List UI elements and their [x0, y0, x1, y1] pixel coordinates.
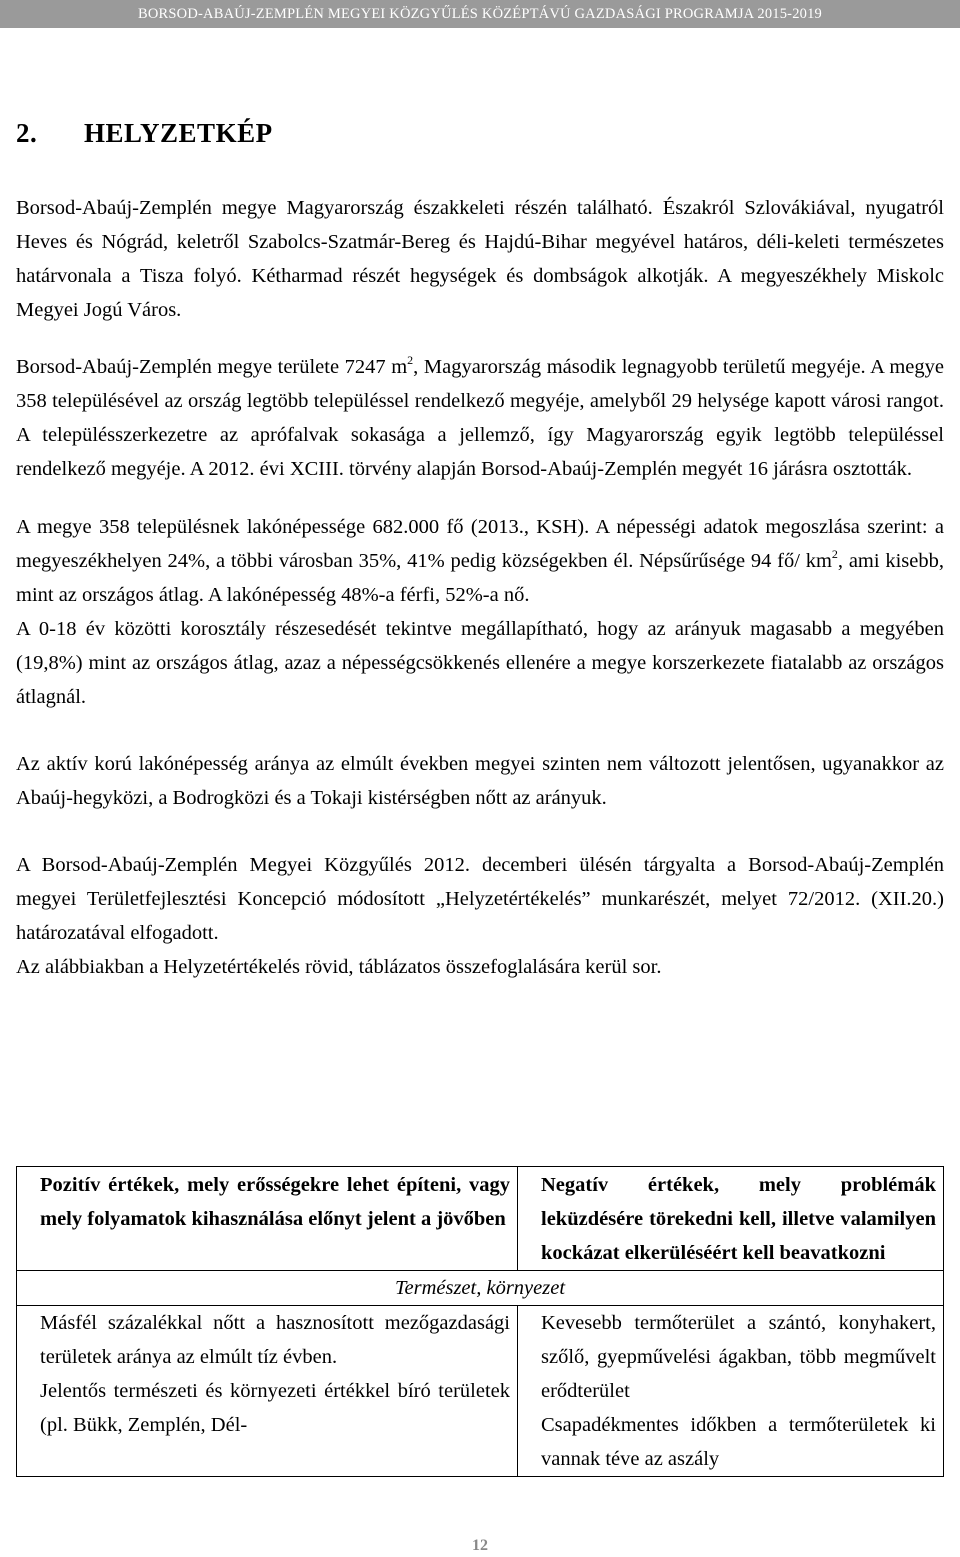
- positive-item: Jelentős természeti és környezeti értékkel bíró területek (pl. Bükk, Zemplén, Dél-: [40, 1380, 510, 1436]
- swot-header-row: [17, 1167, 944, 1271]
- paragraph-area: [16, 350, 944, 486]
- paragraph-age-structure: A 0-18 év közötti korosztály részesedését tekintve megállapítható, hogy az arányuk magasabb a megyében (19,8%) mint az országos átlag, azaz a népességcsökkenés ellenére a megye korszerkezete fiatalabb az országos átlagnál.: [16, 618, 944, 708]
- chapter-number: 2.: [16, 118, 38, 148]
- body-text: [16, 191, 944, 984]
- negative-header-cell: Negatív értékek, mely problémák leküzdésére törekedni kell, illetve valamilyen kockázat elkerüléséért kell beavatkozni: [518, 1167, 944, 1271]
- paragraph-summary-intro: Az alábbiakban a Helyzetértékelés rövid, táblázatos összefoglalására kerül sor.: [16, 956, 662, 978]
- paragraph-area-text-2: , Magyarország második legnagyobb területű megyéje. A megye 358 településével az ország legtöbb településsel rendelkező megyéje, amelyből 29 helysége kapott városi rangot. A településszerkezetre az aprófalvak sokasága a jellemző, így Magyarország egyik legtöbb településsel rendelkező megyéje. A 2012. évi XCIII. törvény alapján Borsod-Abaúj-Zemplén megyét 16 járásra osztották.: [16, 356, 944, 480]
- positive-items-cell: [17, 1306, 518, 1477]
- paragraph-area-superscript: 2: [407, 353, 414, 367]
- positive-item: Másfél százalékkal nőtt a hasznosított mezőgazdasági területek aránya az elmúlt tíz évben.: [40, 1312, 510, 1368]
- page-number: 12: [472, 1537, 488, 1554]
- paragraph-area-text-1: Borsod-Abaúj-Zemplén megye területe 7247 m: [16, 356, 408, 378]
- paragraph-population-text-2: , ami kisebb, mint az országos átlag. A lakónépesség 48%-a férfi, 52%-a nő.: [16, 550, 944, 606]
- negative-item: Kevesebb termőterület a szántó, konyhakert, szőlő, gyepművelési ágakban, több megművelt erődterület: [541, 1312, 936, 1402]
- negative-items-cell: [518, 1306, 944, 1477]
- paragraph-population-text-1: A megye 358 településnek lakónépessége 682.000 fő (2013., KSH). A népességi adatok megoszlása szerint: a megyeszékhelyen 24%, a többi városban 35%, 41% pedig községekben él. Népsűrűsége 94 fő/ km: [16, 516, 944, 572]
- negative-item: Csapadékmentes időkben a termőterületek ki vannak téve az aszály: [541, 1414, 936, 1470]
- swot-content-row: [17, 1306, 944, 1477]
- swot-theme-row: [17, 1271, 944, 1306]
- paragraph-active-population: Az aktív korú lakónépesség aránya az elmúlt években megyei szinten nem változott jelentősen, ugyanakkor az Abaúj-hegyközi, a Bodrogközi és a Tokaji kistérségben nőtt az arányuk.: [16, 753, 944, 809]
- chapter-title: HELYZETKÉP: [84, 118, 273, 148]
- swot-table: [16, 1166, 944, 1477]
- running-header: [0, 0, 960, 28]
- paragraph-population-superscript: 2: [831, 547, 838, 561]
- chapter-heading: [16, 113, 273, 153]
- positive-header-cell: Pozitív értékek, mely erősségekre lehet építeni, vagy mely folyamatok kihasználása előnyt jelent a jövőben: [17, 1167, 518, 1271]
- running-header-title: BORSOD-ABAÚJ-ZEMPLÉN MEGYEI KÖZGYŰLÉS KÖZÉPTÁVÚ GAZDASÁGI PROGRAMJA 2015-2019: [137, 6, 822, 22]
- paragraph-population: [16, 510, 944, 612]
- paragraph-assembly-decision: A Borsod-Abaúj-Zemplén Megyei Közgyűlés 2012. decemberi ülésén tárgyalta a Borsod-Abaúj-Zemplén megyei Területfejlesztési Koncepció módosított „Helyzetértékelés” munkarészét, melyet 72/2012. (XII.20.) határozatával elfogadott.: [16, 854, 944, 944]
- theme-cell: Természet, környezet: [17, 1271, 944, 1306]
- paragraph-location: Borsod-Abaúj-Zemplén megye Magyarország északkeleti részén található. Északról Szlovákiával, nyugatról Heves és Nógrád, keletről Szabolcs-Szatmár-Bereg és Hajdú-Bihar megyével határos, déli-keleti természetes határvonala a Tisza folyó. Kétharmad részét hegységek és dombságok alkotják. A megyeszékhely Miskolc Megyei Jogú Város.: [16, 197, 944, 321]
